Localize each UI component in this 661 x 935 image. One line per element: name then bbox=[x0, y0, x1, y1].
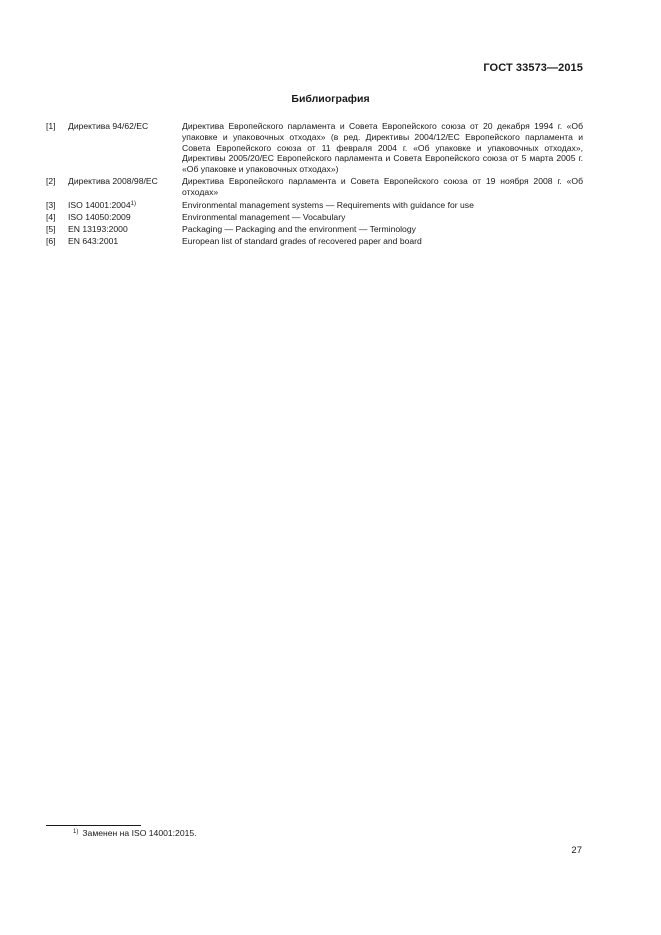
entry-number: [6] bbox=[46, 236, 56, 247]
footnote-divider bbox=[46, 825, 141, 826]
entry-description: Директива Европейского парламента и Совета Европейского союза от 19 ноября 2008 г. «Об отходах» bbox=[182, 176, 583, 198]
page-number: 27 bbox=[571, 845, 582, 856]
bibliography-entry bbox=[46, 212, 583, 223]
entry-number: [3] bbox=[46, 199, 56, 210]
document-code: ГОСТ 33573—2015 bbox=[483, 62, 583, 74]
footnote-reference: 1) bbox=[130, 200, 136, 207]
entry-description: Packaging — Packaging and the environment — Terminology bbox=[182, 224, 416, 235]
bibliography-entry bbox=[46, 224, 583, 235]
entry-description: Environmental management systems — Requirements with guidance for use bbox=[182, 199, 474, 210]
section-title: Библиография bbox=[291, 93, 370, 105]
entry-description: Environmental management — Vocabulary bbox=[182, 211, 346, 222]
entry-number: [5] bbox=[46, 224, 56, 235]
entry-code: Директива 94/62/ЕС bbox=[68, 121, 149, 131]
entry-code: EN 643:2001 bbox=[68, 236, 119, 247]
entry-number: [4] bbox=[46, 211, 56, 222]
entry-description: Директива Европейского парламента и Совета Европейского союза от 20 декабря 1994 г. «Об упаковке и упаковочных отходах» (в ред. Директивы 2004/12/ЕС Европейского парламента и Совета Европейского союза от 11 февраля 2004 г. «Об упаковке и упаковочных отходах», Директивы 2005/20/ЕС Европейского парламента и Совета Европейского союза от 5 марта 2005 г. «Об упаковке и упаковочных отходах») bbox=[182, 121, 583, 175]
bibliography-entry bbox=[46, 200, 583, 211]
entry-code: Директива 2008/98/ЕС bbox=[68, 176, 158, 187]
entry-code: EN 13193:2000 bbox=[68, 224, 128, 235]
entry-code: ISO 14050:2009 bbox=[68, 211, 131, 222]
bibliography-entry bbox=[46, 176, 583, 198]
footnote-marker: 1) bbox=[73, 829, 79, 835]
footnote bbox=[73, 828, 197, 838]
entry-number: [2] bbox=[46, 176, 56, 187]
entry-number: [1] bbox=[46, 121, 56, 131]
bibliography-list bbox=[46, 121, 583, 249]
bibliography-entry bbox=[46, 236, 583, 247]
bibliography-entry bbox=[46, 121, 583, 175]
entry-description: European list of standard grades of recovered paper and board bbox=[182, 236, 422, 247]
entry-code bbox=[68, 200, 182, 211]
footnote-text: Заменен на ISO 14001:2015. bbox=[82, 828, 197, 838]
entry-code-text: ISO 14001:2004 bbox=[68, 199, 131, 210]
